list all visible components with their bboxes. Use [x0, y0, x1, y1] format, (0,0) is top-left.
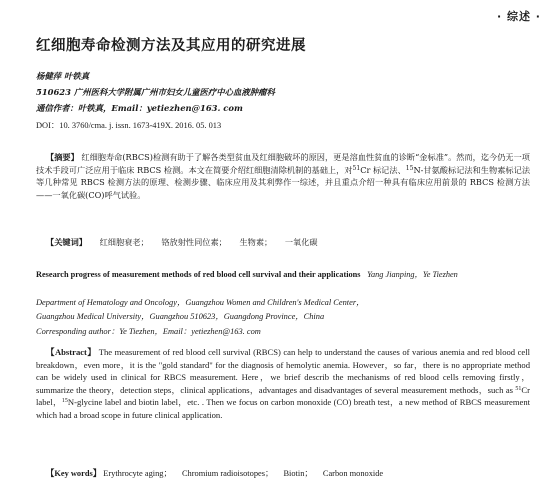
affiliation-cn: 510623 广州医科大学附属广州市妇女儿童医疗中心血液肿瘤科 — [36, 87, 275, 97]
abstract-cn — [36, 151, 530, 201]
abstract-en-sup-2: 15 — [61, 398, 68, 405]
keyword-en: Biotin； — [283, 469, 313, 478]
authors-cn: 杨健萍 叶铁真 — [36, 71, 90, 81]
keyword-en: Chromium radioisotopes； — [181, 469, 274, 478]
keywords-cn — [46, 236, 536, 248]
abstract-en-label: 【Abstract】 — [46, 347, 97, 357]
university-en: Guangzhou Medical University，Guangzhou 510623，Guangdong Province，China — [36, 312, 325, 321]
keyword-cn: 一氧化碳 — [284, 237, 318, 247]
keyword-en: Carbon monoxide — [322, 469, 384, 478]
abstract-cn-text-3: N-甘氨酸标记法和生物素标记法等几种常见 RBCS 检测方法的原理、检测步骤、临床应用及其利弊作一综述，并且重点介绍一种具有临床应用前景的 RBCS 检测方法——一氧化碳(CO)呼气试验。 — [36, 164, 531, 200]
abstract-en-text-1: The measurement of red blood cell survival (RBCS) can help to understand the causes of various anemia and red blood cell breakdown，even more，it is the "gold standard" for the diagnosis of hemolytic anemia. However，so far，there is no appropriate method can be widely used in clinical for RBCS measurement. Here，we brief describ the mechanisms of red blood cells removing firstly，summarize the theory，detection steps，clinical applications，advantages and disadvantages of several measurement methods，such as — [36, 347, 530, 395]
keyword-cn: 红细胞衰老； — [99, 237, 149, 247]
keyword-en: Erythrocyte aging； — [103, 469, 172, 478]
department-en: Department of Hematology and Oncology，Guangzhou Women and Children's Medical Center， — [36, 298, 365, 307]
keywords-cn-label: 【关键词】 — [46, 237, 87, 247]
corresponding-en: Corresponding author：Ye Tiezhen，Email：yetiezhen@163. com — [36, 327, 261, 336]
keywords-en — [46, 468, 536, 480]
keywords-en-label: 【Key words】 — [46, 469, 102, 478]
doi: DOI：10. 3760/cma. j. issn. 1673-419X. 2016. 05. 013 — [36, 121, 222, 130]
abstract-en-text-2: Cr label， — [36, 384, 530, 408]
article-title-en-block — [36, 268, 536, 281]
authors-en: Yang Jianping，Ye Tiezhen — [367, 270, 458, 279]
abstract-cn-text-2: Cr 标记法、 — [360, 164, 406, 175]
abstract-en-text-3: N-glycine label and biotin label，etc. . Then we focus on carbon monoxide (CO) breath test，a new method of RBCS measurement which had a broad scope in future clinical application. — [36, 397, 531, 420]
abstract-cn-text-1: 红细胞寿命(RBCS)检测有助于了解各类型贫血及红细胞破坏的原因，更是溶血性贫血的诊断“金标准”。然而，迄今仍无一项技术手段可广泛应用于临床 RBCS 检测。本文在简要介绍红细胞清除机制的基础上，对 — [36, 152, 530, 175]
section-tag: · 综述 · — [496, 10, 541, 23]
abstract-en — [36, 346, 530, 422]
keyword-cn: 生物素； — [239, 237, 273, 247]
article-title-cn: 红细胞寿命检测方法及其应用的研究进展 — [36, 38, 306, 54]
abstract-cn-sup-2: 15 — [405, 164, 414, 172]
abstract-cn-label: 【摘要】 — [46, 152, 79, 162]
keyword-cn: 铬放射性同位素； — [161, 237, 227, 247]
abstract-en-sup-1: 51 — [515, 385, 522, 392]
article-title-en: Research progress of measurement methods of red blood cell survival and their applications — [36, 270, 361, 279]
corresponding-cn: 通信作者：叶铁真，Email：yetiezhen@163. com — [36, 103, 243, 113]
abstract-cn-sup-1: 51 — [352, 164, 361, 172]
